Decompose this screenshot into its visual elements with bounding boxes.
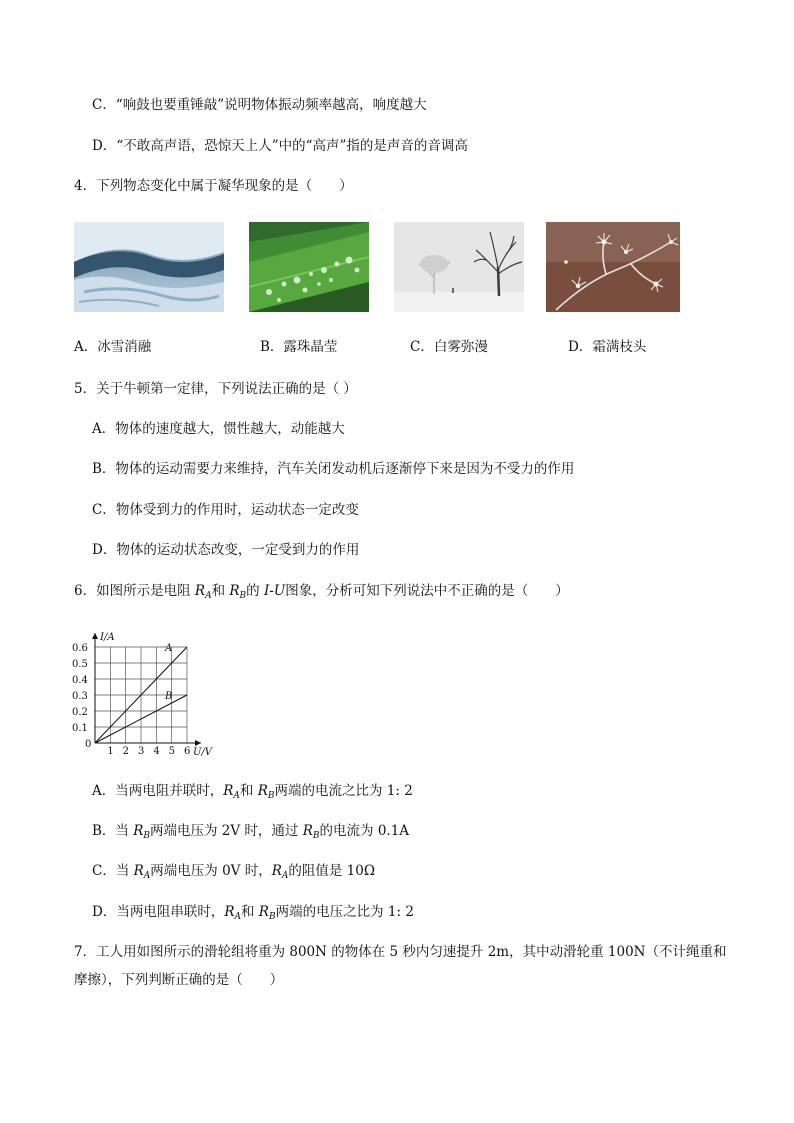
q5-option-a: A．物体的速度越大，惯性越大，动能越大 (92, 421, 345, 437)
q6d-text-3: 两端的电压之比为 1: 2 (275, 904, 414, 920)
q6-symbol-ra-sub: A (205, 591, 212, 601)
origin-label: 0 (85, 739, 92, 750)
iu-graph (68, 620, 228, 760)
series-label-B: B (165, 691, 173, 702)
q5-option-d: D．物体的运动状态改变，一定受到力的作用 (92, 542, 360, 558)
x-axis-label: U/V (193, 747, 213, 758)
photo-misty-trees (394, 222, 524, 312)
q6c-r2: R (271, 863, 282, 879)
q6a-text-1: A．当两电阻并联时， (92, 783, 224, 799)
q6-stem-text-2: 和 (211, 583, 230, 599)
q6b-text-2: 两端电压为 2V 时，通过 (150, 823, 303, 839)
q6d-text-1: D．当两电阻串联时， (92, 904, 225, 920)
q6d-r1: R (224, 904, 235, 920)
x-tick-label: 5 (168, 746, 176, 757)
x-tick-label: 6 (184, 746, 191, 757)
q6a-r2: R (257, 783, 268, 799)
q6-stem-text-1: 6．如图所示是电阻 (74, 583, 195, 599)
q6b-r1: R (133, 823, 144, 839)
photo-dew-drops (249, 222, 369, 312)
y-tick-label: 0.6 (72, 643, 88, 654)
x-tick-label: 4 (153, 746, 160, 757)
q6-symbol-rb: R (229, 583, 240, 599)
q7-stem-line-2: 摩擦），下列判断正确的是（ ） (74, 972, 284, 988)
q6-stem (74, 582, 569, 600)
q6-option-a (92, 782, 413, 800)
q4-option-b: B．露珠晶莹 (260, 339, 338, 355)
q6-option-d (92, 903, 414, 921)
y-tick-label: 0.2 (72, 707, 88, 718)
q5-stem: 5．关于牛顿第一定律，下列说法正确的是（ ） (74, 381, 357, 397)
q5-option-c: C．物体受到力的作用时，运动状态一定改变 (92, 502, 359, 518)
q5-option-b: B．物体的运动需要力来维持，汽车关闭发动机后逐渐停下来是因为不受力的作用 (92, 461, 575, 477)
q6c-r1: R (133, 863, 144, 879)
q6d-text-2: 和 (241, 904, 259, 920)
q6-stem-text-3: 的 (246, 583, 264, 599)
q6-symbol-iu: I-U (263, 583, 286, 599)
photo-frosted-branches (546, 222, 680, 312)
q6-symbol-ra: R (194, 583, 206, 599)
q4-option-d: D．霜满枝头 (568, 339, 647, 355)
q6b-r1-sub: B (143, 831, 151, 841)
y-axis-arrow (92, 633, 98, 639)
y-tick-label: 0.5 (72, 659, 88, 670)
q4-option-c: C．白雾弥漫 (410, 339, 488, 355)
q4-stem: 4．下列物态变化中属于凝华现象的是（ ） (74, 178, 353, 194)
q6b-text-1: B．当 (92, 823, 134, 839)
y-tick-label: 0.4 (72, 675, 88, 686)
q6a-text-2: 和 (239, 783, 258, 799)
q6-symbol-rb-sub: B (239, 591, 247, 601)
q6a-r2-sub: B (267, 791, 275, 801)
y-tick-label: 0.1 (72, 723, 88, 734)
q6c-r2-sub: A (281, 871, 289, 881)
iu-graph-svg (68, 620, 228, 760)
q7-stem-line-1: 7．工人用如图所示的滑轮组将重为 800N 的物体在 5 秒内匀速提升 2m，其中动滑轮重 100N（不计绳重和 (74, 944, 727, 960)
series-label-A: A (165, 643, 173, 654)
q3-option-d: D．“不敢高声语，恐惊天上人”中的“高声”指的是声音的音调高 (92, 138, 468, 154)
q6-option-c (92, 862, 375, 880)
q4-option-a: A．冰雪消融 (74, 339, 152, 355)
q6c-r1-sub: A (143, 871, 151, 881)
x-tick-label: 1 (107, 746, 114, 757)
q6b-text-3: 的电流为 0.1A (319, 823, 410, 839)
q6-stem-text-4: 图象，分析可知下列说法中不正确的是（ ） (285, 583, 569, 599)
q6-option-b (92, 822, 409, 840)
q6c-text-2: 两端电压为 0V 时， (150, 863, 272, 879)
q6a-r1-sub: A (233, 791, 240, 801)
y-tick-label: 0.3 (72, 691, 88, 702)
y-axis-label: I/A (100, 632, 115, 643)
q6c-text-3: 的阻值是 10Ω (288, 863, 376, 879)
q6b-r2-sub: B (312, 831, 320, 841)
q6b-r2: R (302, 823, 313, 839)
x-tick-label: 3 (138, 746, 145, 757)
q3-option-c: C．“响鼓也要重锤敲”说明物体振动频率越高，响度越大 (92, 97, 427, 113)
q6a-text-3: 两端的电流之比为 1: 2 (274, 783, 413, 799)
q6d-r2: R (258, 904, 269, 920)
q6c-text-1: C．当 (92, 863, 134, 879)
q6d-r1-sub: A (234, 912, 241, 922)
q6a-r1: R (223, 783, 234, 799)
photo-melting-ice (74, 222, 224, 312)
x-tick-label: 2 (122, 746, 130, 757)
q6d-r2-sub: B (268, 912, 276, 922)
x-axis-arrow (195, 740, 201, 746)
